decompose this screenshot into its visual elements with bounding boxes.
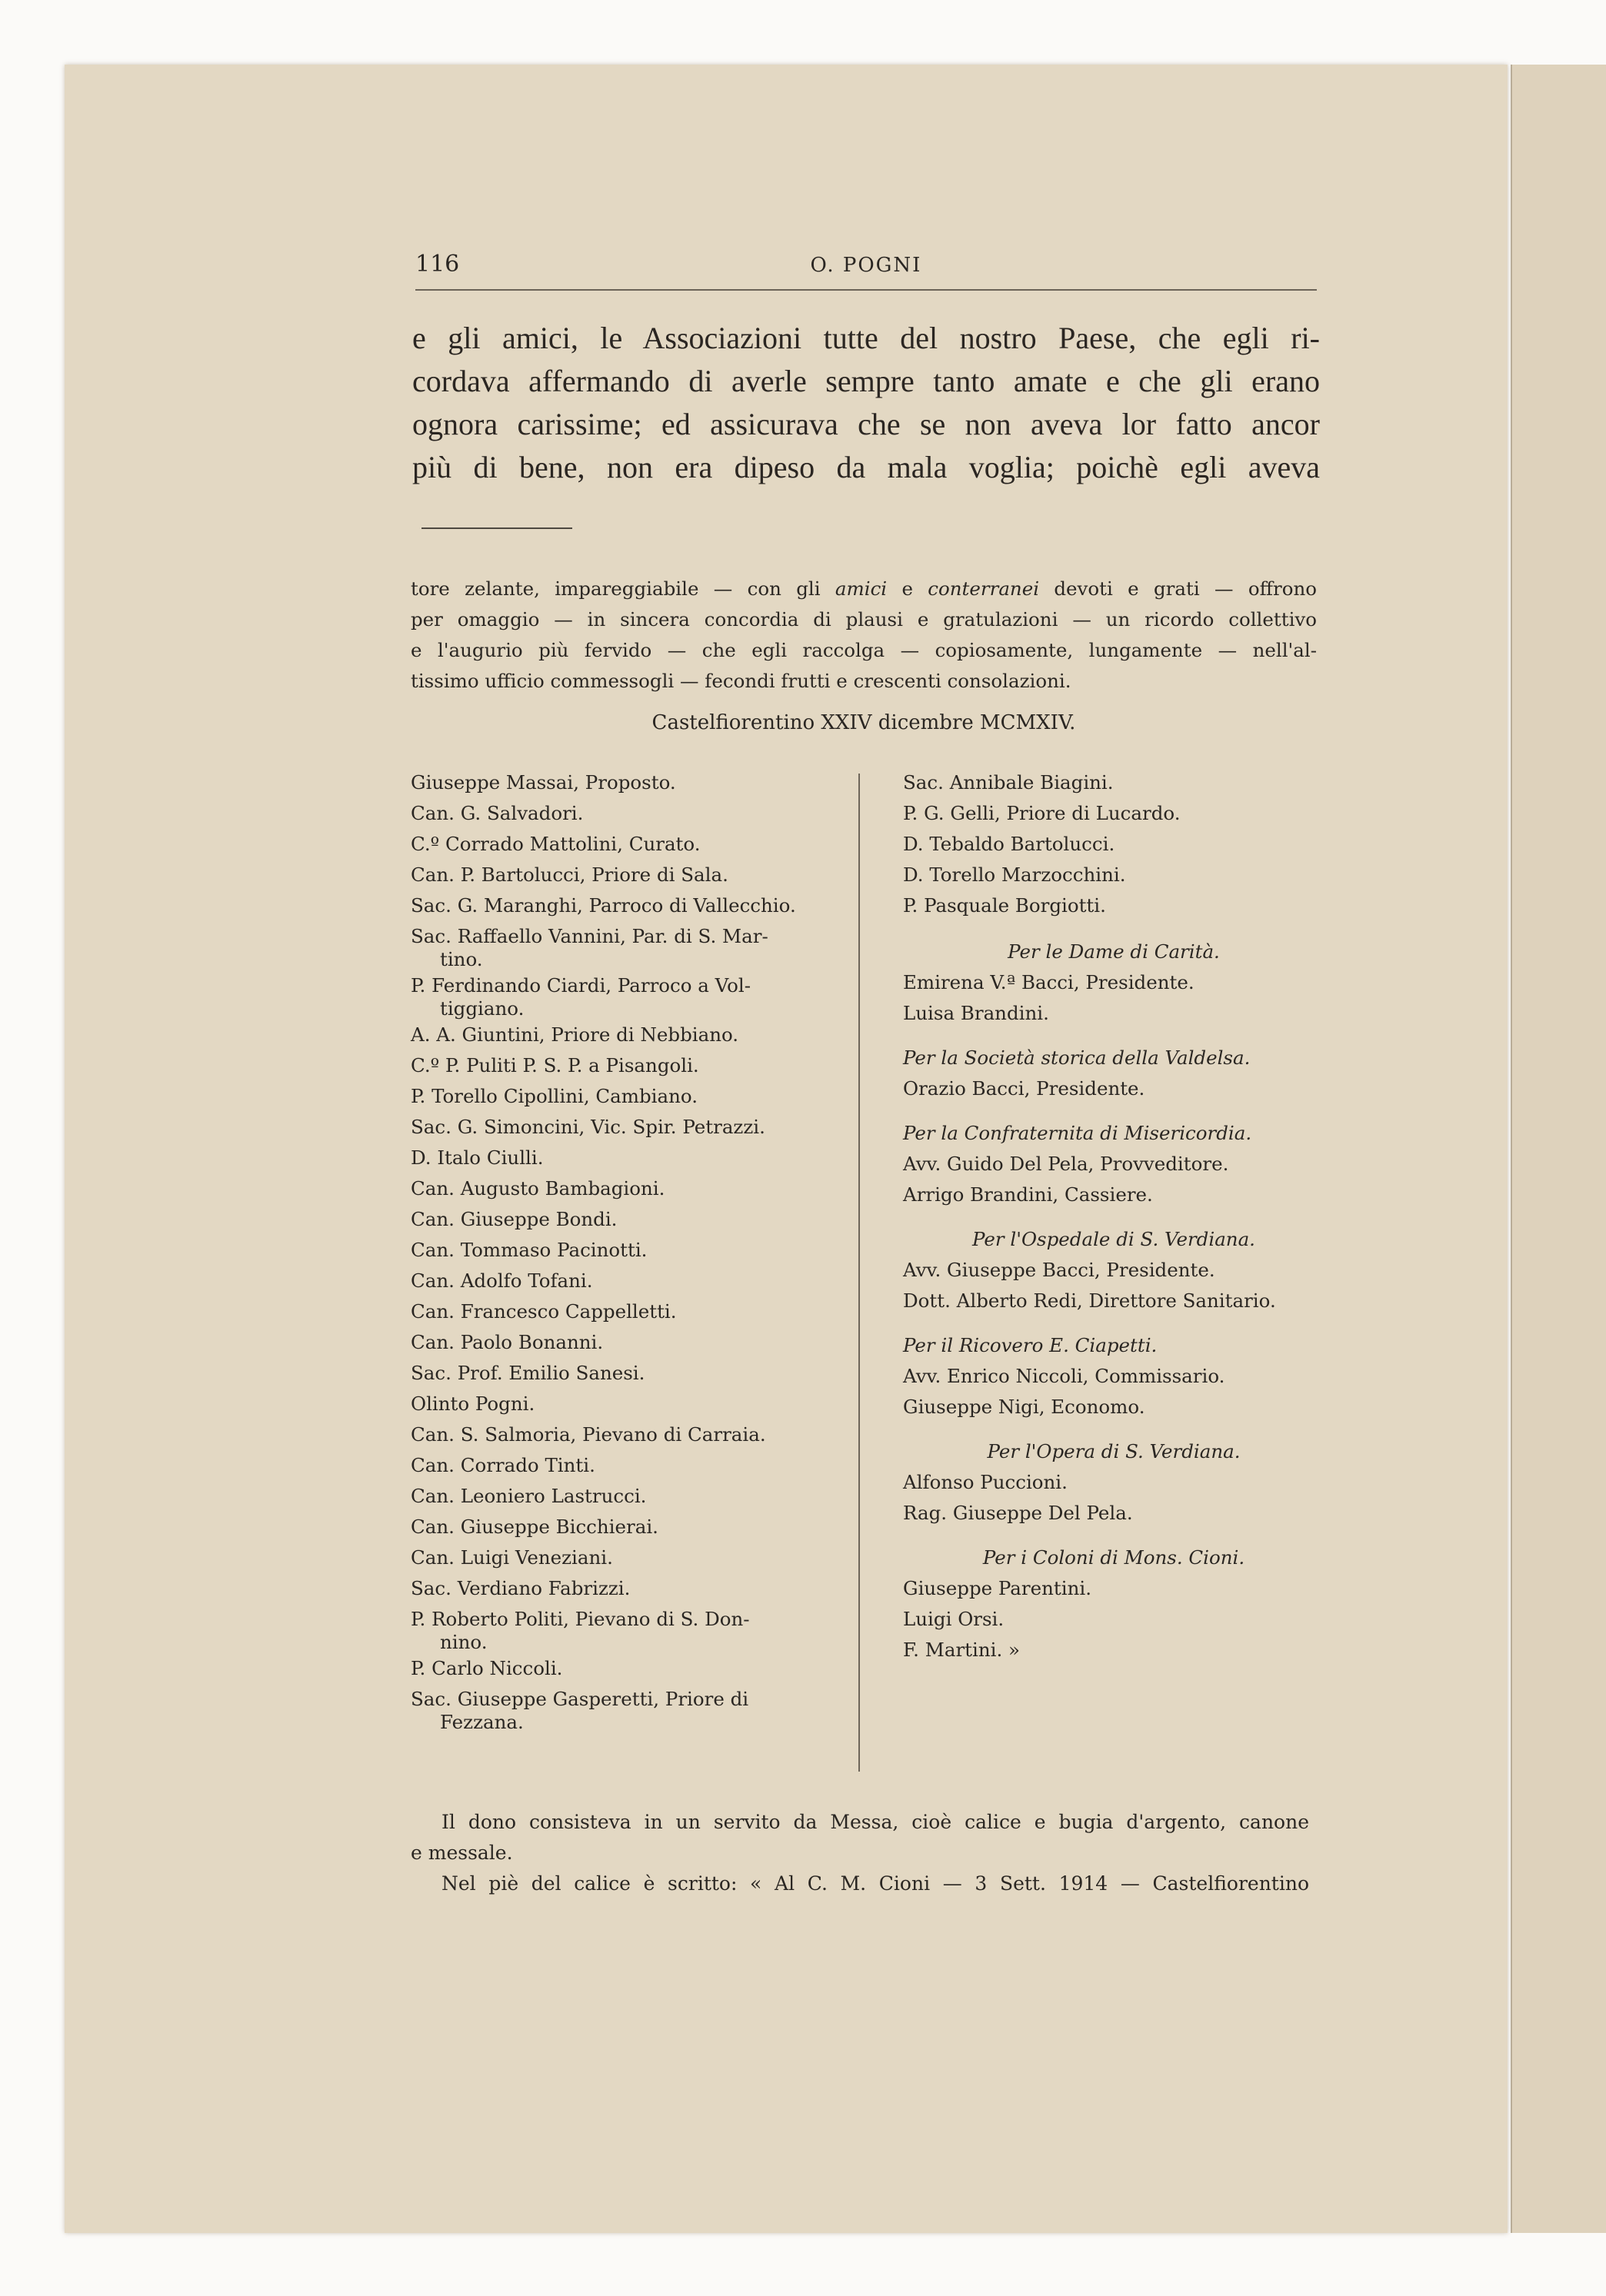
closing-paragraph [411,1807,1309,1899]
group-title: Per l'Ospedale di S. Verdiana. [972,1228,1255,1250]
signatory: Can. P. Bartolucci, Priore di Sala. [411,863,728,886]
dateline: Castelfiorentino XXIV dicembre MCMXIV. [651,711,1076,734]
group-title: Per le Dame di Carità. [1008,940,1220,963]
group-title: Per l'Opera di S. Verdiana. [987,1440,1241,1462]
signatory: Can. Augusto Bambagioni. [411,1177,665,1200]
signatory: Dott. Alberto Redi, Direttore Sanitario. [903,1289,1276,1312]
signatory-continuation: tino. [440,948,483,970]
signatory: D. Tebaldo Bartolucci. [903,833,1115,855]
signatory: Avv. Giuseppe Bacci, Presidente. [903,1259,1215,1281]
signatory: Sac. Verdiano Fabrizzi. [411,1577,631,1599]
body-line: cordava affermando di averle sempre tanto amate e che gli erano [412,364,1320,398]
signatory: Luigi Orsi. [903,1608,1005,1630]
signatory: A. A. Giuntini, Priore di Nebbiano. [411,1023,739,1046]
signatory: Emirena V.ª Bacci, Presidente. [903,971,1195,993]
signatory: D. Italo Ciulli. [411,1146,544,1169]
column-divider [858,774,860,1772]
signatory [411,921,826,970]
signatory: Luisa Brandini. [903,1002,1049,1024]
dedication-line [411,574,1317,604]
closing-line: e messale. [411,1842,513,1864]
dedication-text [411,574,1317,697]
dedication-text-b: e [887,577,928,600]
signatory: Sac. G. Simoncini, Vic. Spir. Petrazzi. [411,1116,765,1138]
dedication-text-a: tore zelante, impareggiabile — con gli [411,577,835,600]
signatory: Can. Giuseppe Bondi. [411,1208,618,1230]
signatory-line: Sac. Giuseppe Gasperetti, Priore di [411,1688,749,1710]
signatory: Rag. Giuseppe Del Pela. [903,1502,1133,1524]
signatory: Can. Leoniero Lastrucci. [411,1485,647,1507]
signatory-continuation: tiggiano. [440,997,525,1020]
signatory: Arrigo Brandini, Cassiere. [903,1183,1153,1206]
signatory-continuation: nino. [440,1631,488,1653]
closing-line: Il dono consisteva in un servito da Messa, cioè calice e bugia d'argento, canone [441,1811,1309,1833]
signatory: Can. G. Salvadori. [411,802,584,824]
signatory: Can. Adolfo Tofani. [411,1269,593,1292]
signatory: P. Torello Cipollini, Cambiano. [411,1085,698,1107]
group-title: Per i Coloni di Mons. Cioni. [982,1546,1245,1569]
signatory: Sac. G. Maranghi, Parroco di Vallecchio. [411,894,796,917]
signatory-line: P. Ferdinando Ciardi, Parroco a Vol- [411,974,751,997]
signatory: Can. Giuseppe Bicchierai. [411,1516,658,1538]
signatory: Olinto Pogni. [411,1393,535,1415]
signatory: Can. S. Salmoria, Pievano di Carraia. [411,1423,766,1446]
signatory: D. Torello Marzocchini. [903,863,1126,886]
signatory: Giuseppe Nigi, Economo. [903,1396,1145,1418]
dedication-text-c: devoti e grati — offrono [1039,577,1317,600]
signatory: Alfonso Puccioni. [903,1471,1068,1493]
body-paragraph [412,317,1320,489]
dedication-conterranei: conterranei [928,577,1040,600]
signatory: P. Pasquale Borgiotti. [903,894,1106,917]
signatory: Can. Tommaso Pacinotti. [411,1239,648,1261]
signatory: Avv. Guido Del Pela, Provveditore. [903,1153,1229,1175]
signatory: Avv. Enrico Niccoli, Commissario. [903,1365,1225,1387]
group-title: Per la Confraternita di Misericordia. [903,1122,1252,1144]
signatory-line: P. Roberto Politi, Pievano di S. Don- [411,1608,750,1630]
signatories-right-column [903,767,1324,1665]
footnote-rule [421,527,572,529]
adjacent-page-edge [1511,65,1606,2233]
dedication-line: tissimo ufficio commessogli — fecondi frutti e crescenti consolazioni. [411,670,1071,692]
running-head: O. POGNI [810,254,922,277]
signatory [411,1684,826,1733]
signatory: Giuseppe Massai, Proposto. [411,771,676,794]
closing-line: Nel piè del calice è scritto: « Al C. M. Cioni — 3 Sett. 1914 — Castelfiorentino [441,1872,1309,1895]
signatory: P. G. Gelli, Priore di Lucardo. [903,802,1181,824]
signatory: Can. Paolo Bonanni. [411,1331,604,1353]
signatory: Can. Luigi Veneziani. [411,1546,613,1569]
signatories-left-column [411,767,826,1733]
signatory: C.º Corrado Mattolini, Curato. [411,833,701,855]
body-line: e gli amici, le Associazioni tutte del nostro Paese, che egli ri- [412,321,1320,355]
signatory: Sac. Prof. Emilio Sanesi. [411,1362,645,1384]
signatory-line: Sac. Raffaello Vannini, Par. di S. Mar- [411,925,768,947]
group-title: Per il Ricovero E. Ciapetti. [903,1334,1158,1356]
signatory-continuation: Fezzana. [440,1711,524,1733]
body-line: più di bene, non era dipeso da mala voglia; poichè egli aveva [412,450,1320,484]
signatory: Orazio Bacci, Presidente. [903,1077,1145,1100]
body-line: ognora carissime; ed assicurava che se non aveva lor fatto ancor [412,407,1320,441]
signatory [411,970,826,1020]
dedication-line: per omaggio — in sincera concordia di plausi e gratulazioni — un ricordo collettivo [411,608,1317,631]
group-title: Per la Società storica della Valdelsa. [903,1047,1251,1069]
dedication-line: e l'augurio più fervido — che egli raccolga — copiosamente, lungamente — nell'al- [411,639,1317,661]
dedication-amici: amici [835,577,888,600]
signatory: F. Martini. » [903,1639,1021,1661]
signatory: Can. Francesco Cappelletti. [411,1300,677,1323]
signatory: Sac. Annibale Biagini. [903,771,1114,794]
page-number: 116 [415,251,460,278]
signatory: C.º P. Puliti P. S. P. a Pisangoli. [411,1054,699,1076]
signatory: Can. Corrado Tinti. [411,1454,595,1476]
page-header [415,246,1317,291]
signatory: Giuseppe Parentini. [903,1577,1091,1599]
signatory [411,1604,826,1653]
signatory: P. Carlo Niccoli. [411,1657,563,1679]
